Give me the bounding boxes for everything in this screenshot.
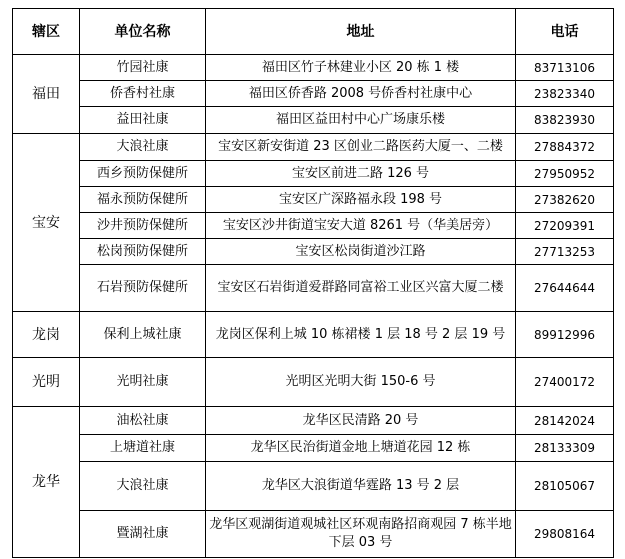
table-row [13, 81, 614, 107]
unit-cell: 松岗预防保健所 [80, 239, 206, 265]
district-cell-longhua: 龙华 [13, 407, 80, 558]
unit-cell: 光明社康 [80, 358, 206, 407]
table-row [13, 407, 614, 435]
table-row [13, 187, 614, 213]
address-cell: 宝安区石岩街道爱群路同富裕工业区兴富大厦二楼 [206, 265, 516, 312]
address-cell: 龙华区大浪街道华霆路 13 号 2 层 [206, 462, 516, 511]
header-unit-name: 单位名称 [80, 9, 206, 55]
address-cell: 光明区光明大街 150-6 号 [206, 358, 516, 407]
unit-cell: 大浪社康 [80, 462, 206, 511]
table-row [13, 462, 614, 511]
address-cell: 龙华区观湖街道观城社区环观南路招商观园 7 栋半地下层 03 号 [206, 511, 516, 558]
unit-cell: 保利上城社康 [80, 312, 206, 358]
table-row [13, 55, 614, 81]
header-district: 辖区 [13, 9, 80, 55]
unit-cell: 油松社康 [80, 407, 206, 435]
table-row [13, 161, 614, 187]
table-row [13, 358, 614, 407]
phone-cell: 28142024 [516, 407, 614, 435]
address-cell: 龙华区民清路 20 号 [206, 407, 516, 435]
header-address: 地址 [206, 9, 516, 55]
address-cell: 福田区益田村中心广场康乐楼 [206, 107, 516, 134]
phone-cell: 23823340 [516, 81, 614, 107]
header-phone: 电话 [516, 9, 614, 55]
table-row [13, 239, 614, 265]
unit-cell: 益田社康 [80, 107, 206, 134]
address-cell: 宝安区广深路福永段 198 号 [206, 187, 516, 213]
table-row [13, 134, 614, 161]
table-row [13, 265, 614, 312]
district-cell-guangming: 光明 [13, 358, 80, 407]
address-cell: 福田区侨香路 2008 号侨香村社康中心 [206, 81, 516, 107]
phone-cell: 27713253 [516, 239, 614, 265]
table-row [13, 312, 614, 358]
phone-cell: 28133309 [516, 435, 614, 462]
address-cell: 福田区竹子林建业小区 20 栋 1 楼 [206, 55, 516, 81]
address-cell: 龙岗区保利上城 10 栋裙楼 1 层 18 号 2 层 19 号 [206, 312, 516, 358]
phone-cell: 28105067 [516, 462, 614, 511]
district-cell-baoan: 宝安 [13, 134, 80, 312]
address-cell: 宝安区松岗街道沙江路 [206, 239, 516, 265]
phone-cell: 83823930 [516, 107, 614, 134]
table-row [13, 511, 614, 558]
phone-cell: 83713106 [516, 55, 614, 81]
phone-cell: 89912996 [516, 312, 614, 358]
table-row [13, 107, 614, 134]
phone-cell: 27382620 [516, 187, 614, 213]
address-cell: 龙华区民治街道金地上塘道花园 12 栋 [206, 435, 516, 462]
phone-cell: 27209391 [516, 213, 614, 239]
address-cell: 宝安区沙井街道宝安大道 8261 号（华美居旁） [206, 213, 516, 239]
unit-cell: 福永预防保健所 [80, 187, 206, 213]
unit-cell: 侨香村社康 [80, 81, 206, 107]
address-cell: 宝安区新安街道 23 区创业二路医药大厦一、二楼 [206, 134, 516, 161]
district-cell-futian: 福田 [13, 55, 80, 134]
phone-cell: 27644644 [516, 265, 614, 312]
table-row [13, 435, 614, 462]
table-row [13, 213, 614, 239]
unit-cell: 石岩预防保健所 [80, 265, 206, 312]
unit-cell: 大浪社康 [80, 134, 206, 161]
phone-cell: 29808164 [516, 511, 614, 558]
unit-cell: 暨湖社康 [80, 511, 206, 558]
phone-cell: 27884372 [516, 134, 614, 161]
unit-cell: 上塘道社康 [80, 435, 206, 462]
clinic-table [12, 8, 614, 558]
district-cell-longgang: 龙岗 [13, 312, 80, 358]
unit-cell: 竹园社康 [80, 55, 206, 81]
unit-cell: 西乡预防保健所 [80, 161, 206, 187]
unit-cell: 沙井预防保健所 [80, 213, 206, 239]
table-header-row [13, 9, 614, 55]
phone-cell: 27400172 [516, 358, 614, 407]
phone-cell: 27950952 [516, 161, 614, 187]
address-cell: 宝安区前进二路 126 号 [206, 161, 516, 187]
